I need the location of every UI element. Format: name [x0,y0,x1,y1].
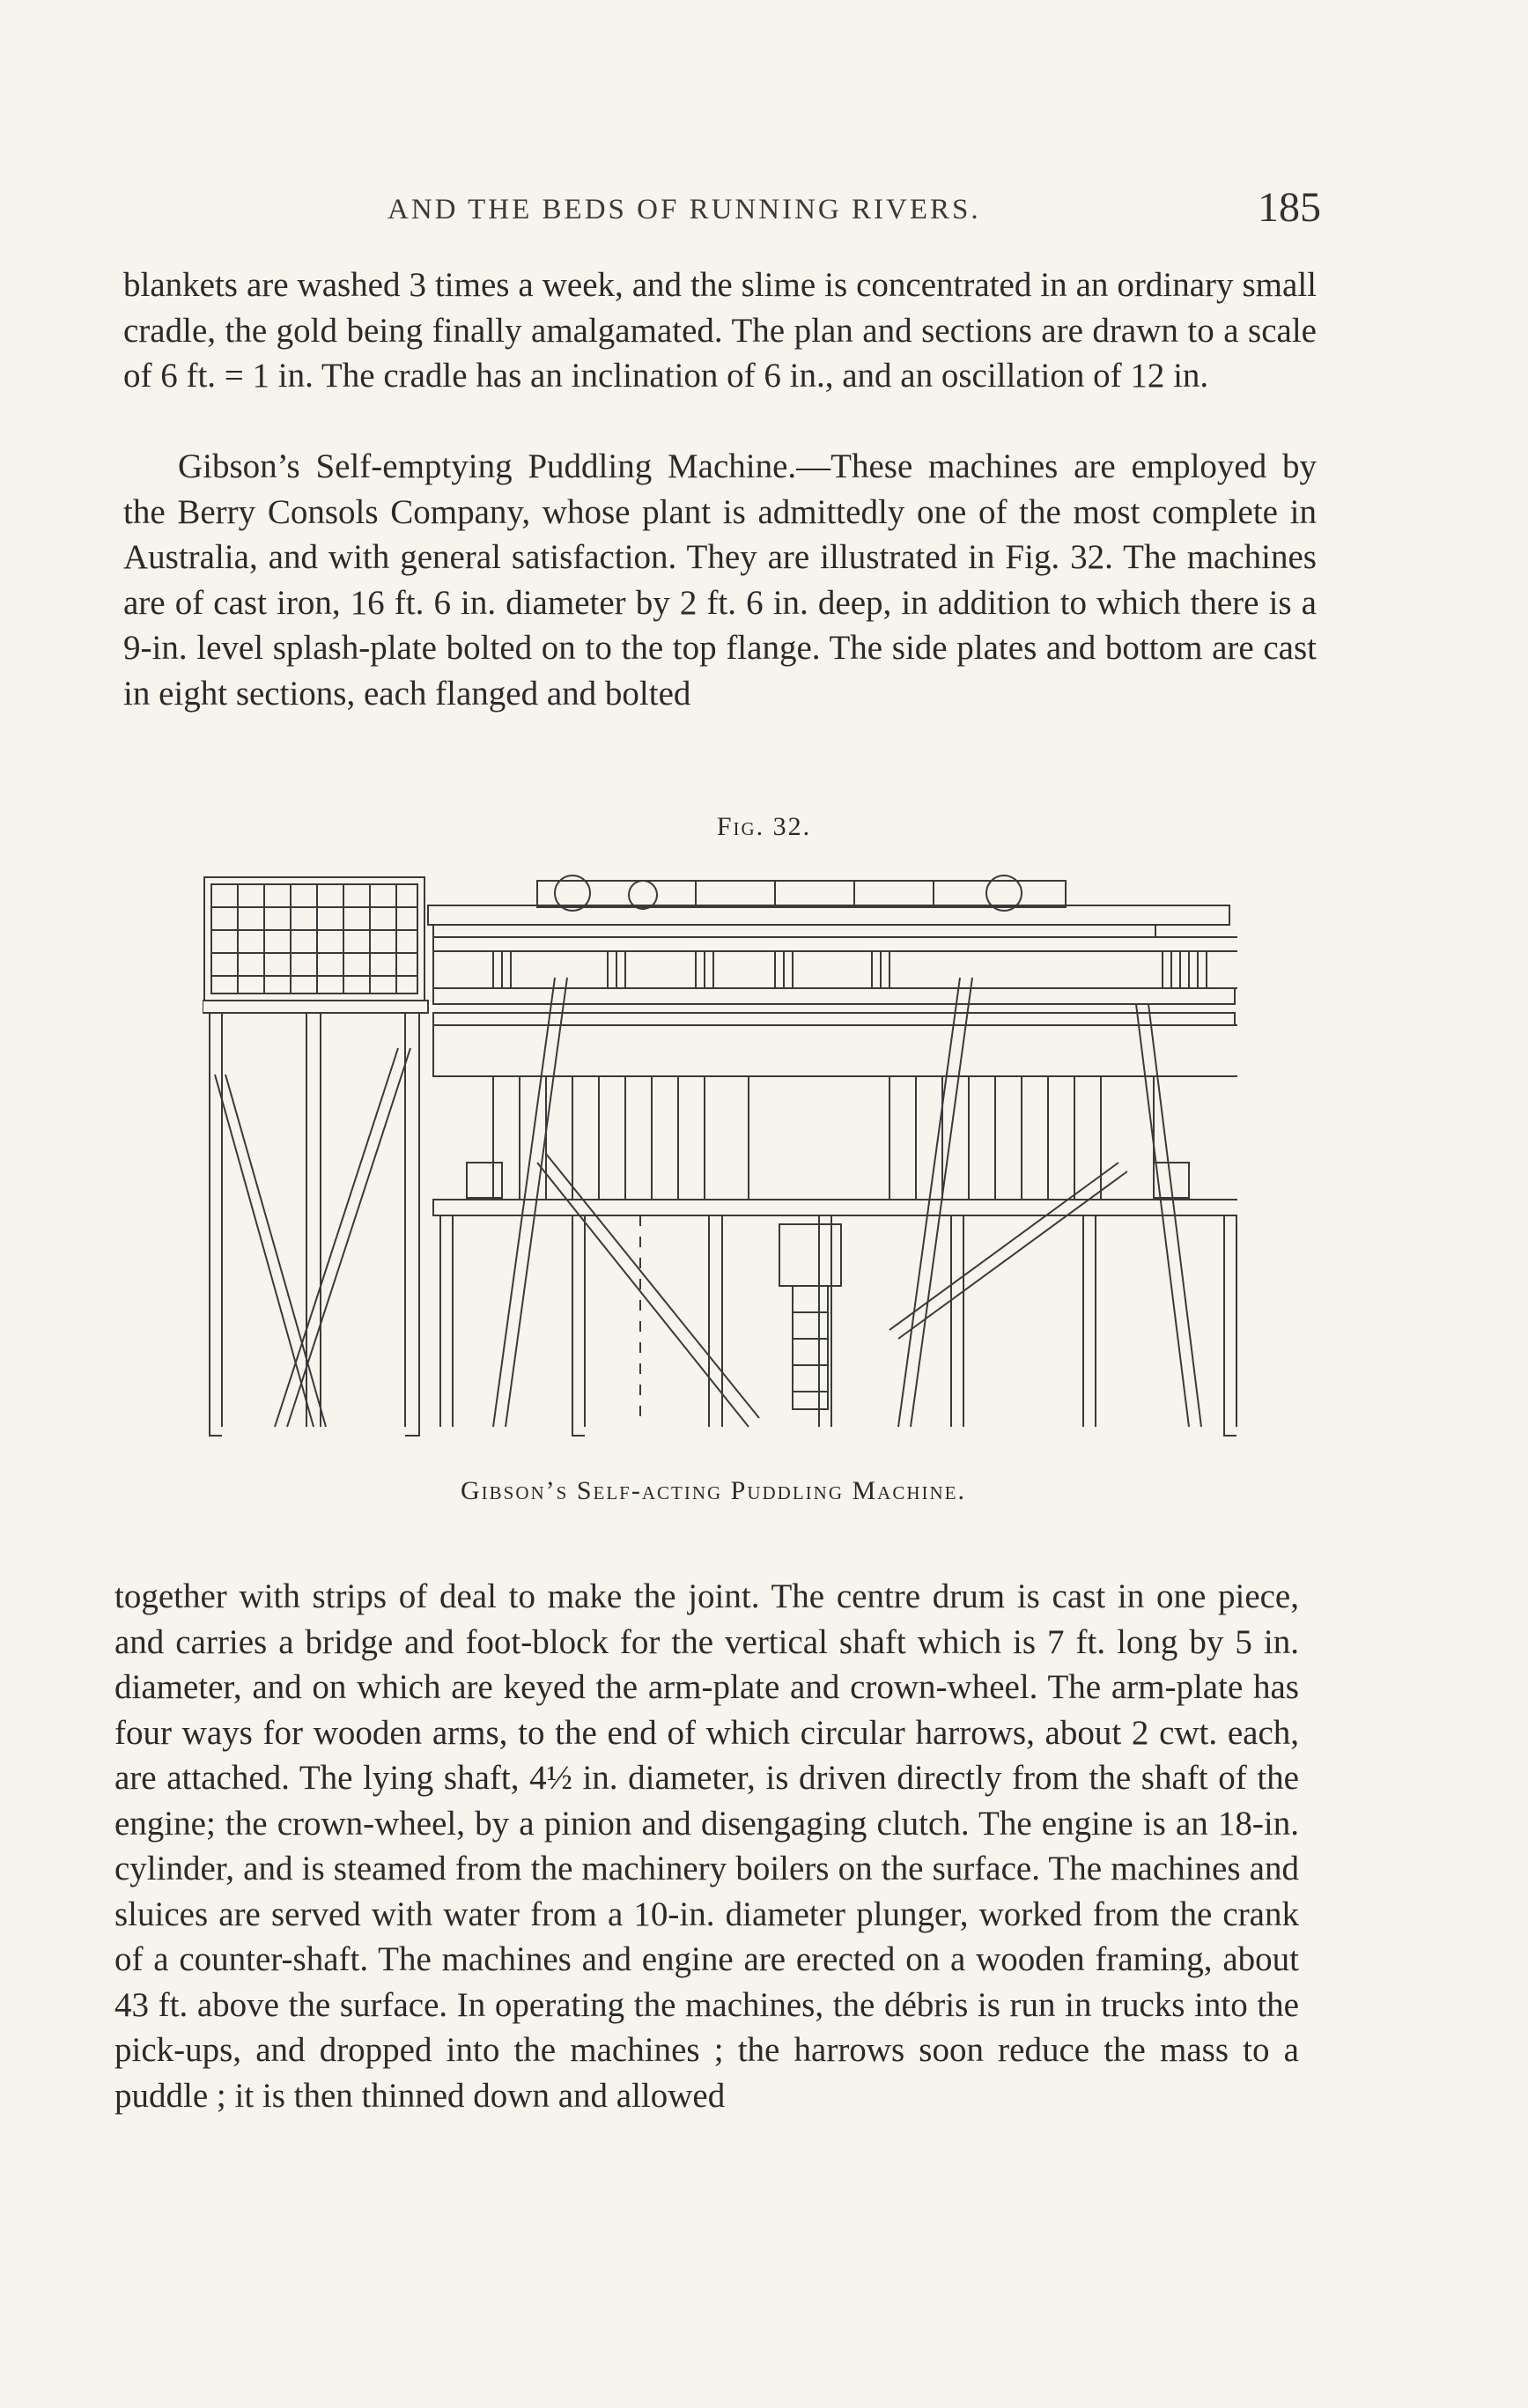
puddling-machine-drawing [203,872,1237,1453]
figure-caption: Gibson’s Self-acting Puddling Machine. [460,1476,966,1505]
page-number: 185 [1258,184,1321,231]
figure-illustration [203,872,1237,1453]
page-header [388,183,1321,245]
paragraph-2: Gibson’s Self-emptying Puddling Machine.—These machines are employed by the Berry Consols Company, whose plant is admittedly one of the most complete in Australia, and with general satisfaction. They are illustrated in Fig. 32. The machines are of cast iron, 16 ft. 6 in. diameter by 2 ft. 6 in. deep, in addition to which there is a 9-in. level splash-plate bolted on to the top flange. The side plates and bottom are cast in eight sections, each flanged and bolted [123,447,1317,713]
paragraph-3: together with strips of deal to make the joint. The centre drum is cast in one piece, and carries a bridge and foot-block for the vertical shaft which is 7 ft. long by 5 in. diameter, and on which are keyed the arm-plate and crown-wheel. The arm-plate has four ways for wooden arms, to the end of which circular harrows, about 2 cwt. each, are attached. The lying shaft, 4½ in. diameter, is driven directly from the shaft of the engine; the crown-wheel, by a pinion and disengaging clutch. The engine is an 18-in. cylinder, and is steamed from the machinery boilers on the surface. The machines and sluices are served with water from a 10-in. diameter plunger, worked from the crank of a counter-shaft. The machines and engine are erected on a wooden framing, about 43 ft. above the surface. In operating the machines, the débris is run in trucks into the pick-ups, and dropped into the machines ; the harrows soon reduce the mass to a puddle ; it is then thinned down and allowed [114,1577,1299,2115]
figure-label: Fig. 32. [716,812,812,841]
paragraph-1: blankets are washed 3 times a week, and the slime is concentrated in an ordinary small cradle, the gold being finally amalgamated. The plan and sections are drawn to a scale of 6 ft. = 1 in. The cradle has an inclination of 6 in., and an oscillation of 12 in. [123,266,1317,395]
running-head: AND THE BEDS OF RUNNING RIVERS. [388,194,981,225]
